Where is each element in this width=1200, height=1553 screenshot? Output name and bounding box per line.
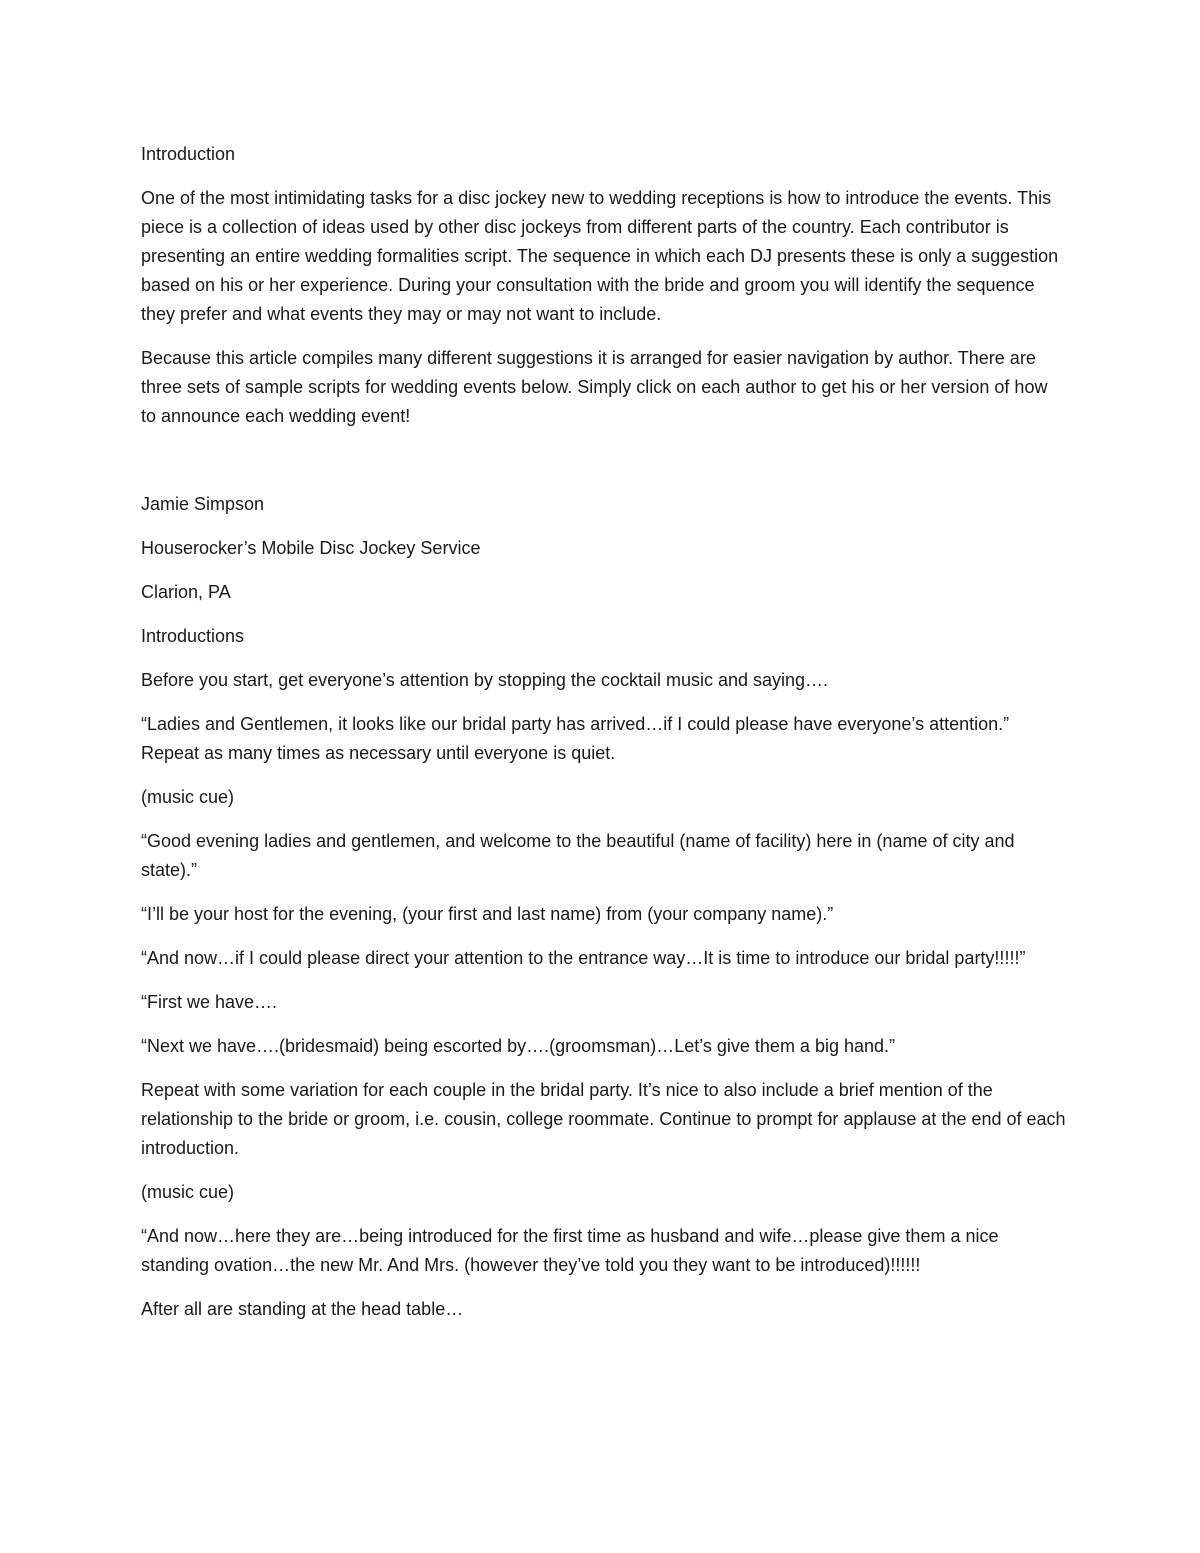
script-line: “And now…here they are…being introduced for the first time as husband and wife…please give them a nice standing ovation…the new Mr. And Mrs. (however they’ve told you they want to be introduced)!!!!!! xyxy=(141,1226,1004,1275)
script-line: “Next we have….(bridesmaid) being escorted by….(groomsman)…Let’s give them a big hand.” xyxy=(141,1036,896,1056)
script-line: “I’ll be your host for the evening, (your first and last name) from (your company name).” xyxy=(141,904,834,924)
author-name: Jamie Simpson xyxy=(141,494,265,514)
script-line: “Ladies and Gentlemen, it looks like our bridal party has arrived…if I could please have everyone’s attention.” Repeat as many times as necessary until everyone is quiet. xyxy=(141,714,1015,763)
script-line: Before you start, get everyone’s attention by stopping the cocktail music and saying…. xyxy=(141,670,829,690)
script-line: “First we have…. xyxy=(141,992,278,1012)
script-line: “And now…if I could please direct your attention to the entrance way…It is time to introduce our bridal party!!!!!” xyxy=(141,948,1026,968)
document-page xyxy=(141,140,1071,1339)
intro-heading: Introduction xyxy=(141,144,236,164)
intro-paragraph: One of the most intimidating tasks for a disc jockey new to wedding receptions is how to introduce the events. This piece is a collection of ideas used by other disc jockeys from different parts of the country. Each contributor is presenting an entire wedding formalities script. The sequence in which each DJ presents these is only a suggestion based on his or her experience. During your consultation with the bride and groom you will identify the sequence they prefer and what events they may or may not want to include. xyxy=(141,188,1064,324)
section-spacer xyxy=(141,446,1066,490)
script-line: (music cue) xyxy=(141,1182,235,1202)
script-line: (music cue) xyxy=(141,787,235,807)
intro-paragraph: Because this article compiles many different suggestions it is arranged for easier navigation by author. There are three sets of sample scripts for wedding events below. Simply click on each author to get his or her version of how to announce each wedding event! xyxy=(141,348,1053,426)
script-line: “Good evening ladies and gentlemen, and welcome to the beautiful (name of facility) here in (name of city and state).” xyxy=(141,831,1020,880)
author-company: Houserocker’s Mobile Disc Jockey Service xyxy=(141,538,481,558)
script-line: Repeat with some variation for each couple in the bridal party. It’s nice to also include a brief mention of the relationship to the bride or groom, i.e. cousin, college roommate. Continue to prompt for applause at the end of each introduction. xyxy=(141,1080,1071,1158)
author-location: Clarion, PA xyxy=(141,582,231,602)
script-line: After all are standing at the head table… xyxy=(141,1299,464,1319)
script-heading: Introductions xyxy=(141,626,245,646)
